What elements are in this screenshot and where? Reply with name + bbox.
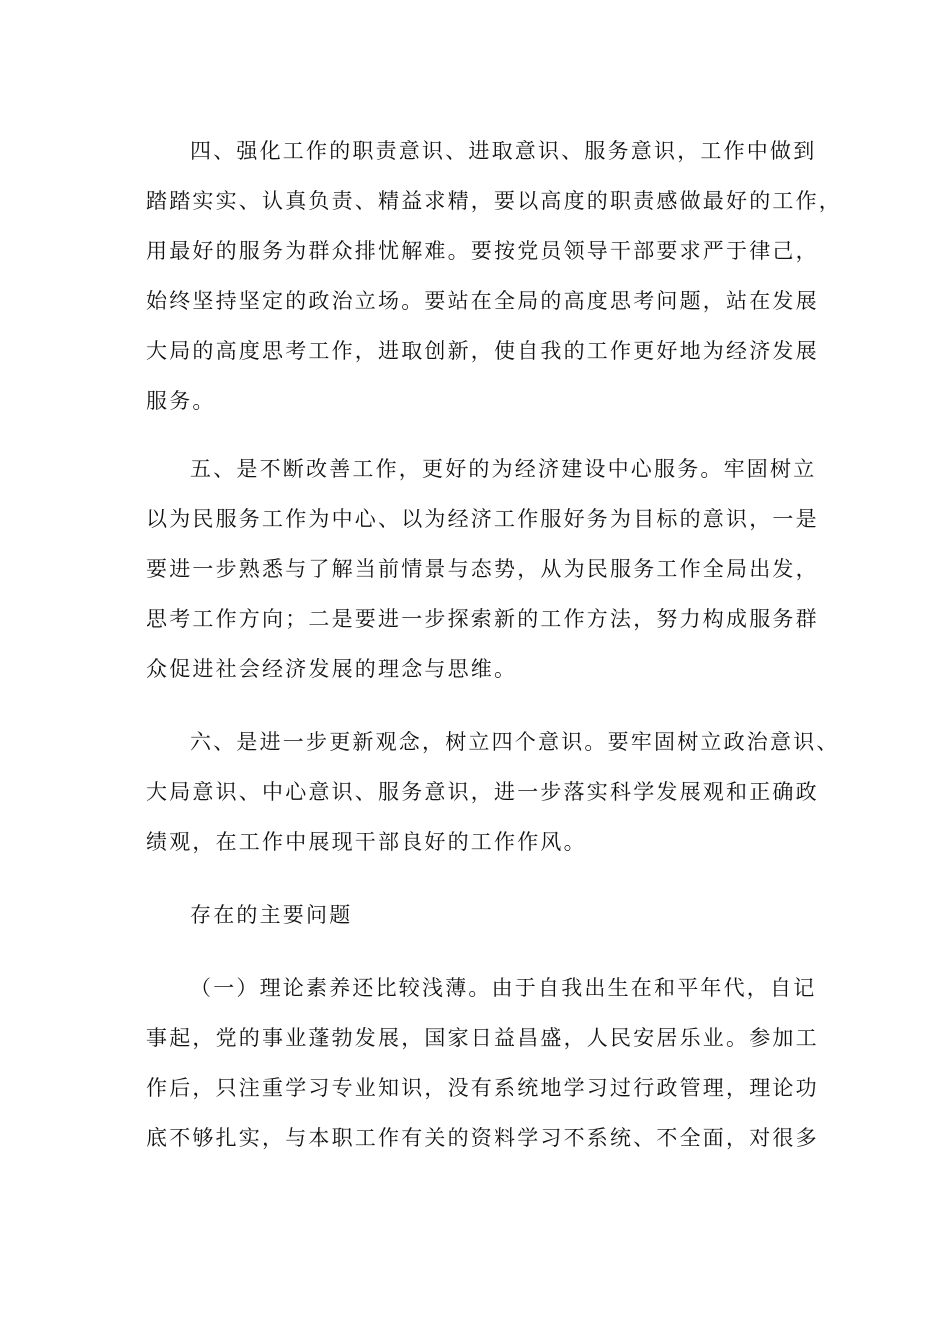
paragraph-2-line-5: 众促进社会经济发展的理念与思维。	[146, 657, 518, 681]
paragraph-5-line-4: 底不够扎实，与本职工作有关的资料学习不系统、不全面，对很多	[146, 1126, 819, 1150]
paragraph-3-line-1: 六、是进一步更新观念，树立四个意识。要牢固树立政治意识、	[190, 730, 840, 754]
paragraph-5-line-2: 事起，党的事业蓬勃发展，国家日益昌盛，人民安居乐业。参加工	[146, 1026, 819, 1050]
section-heading: 存在的主要问题	[190, 903, 353, 927]
paragraph-1-line-5: 大局的高度思考工作，进取创新，使自我的工作更好地为经济发展	[146, 339, 819, 363]
paragraph-2-line-4: 思考工作方向；二是要进一步探索新的工作方法，努力构成服务群	[146, 607, 819, 631]
paragraph-5-line-3: 作后，只注重学习专业知识，没有系统地学习过行政管理，理论功	[146, 1076, 819, 1100]
paragraph-2-line-3: 要进一步熟悉与了解当前情景与态势，从为民服务工作全局出发，	[146, 557, 819, 581]
paragraph-1-line-3: 用最好的服务为群众排忧解难。要按党员领导干部要求严于律己，	[146, 239, 819, 263]
paragraph-1-line-1: 四、强化工作的职责意识、进取意识、服务意识，工作中做到	[190, 139, 817, 163]
paragraph-2-line-2: 以为民服务工作为中心、以为经济工作服好务为目标的意识，一是	[146, 507, 819, 531]
paragraph-1-line-6: 服务。	[146, 389, 216, 413]
paragraph-1-line-4: 始终坚持坚定的政治立场。要站在全局的高度思考问题，站在发展	[146, 289, 819, 313]
paragraph-1-line-2: 踏踏实实、认真负责、精益求精，要以高度的职责感做最好的工作，	[146, 189, 842, 213]
paragraph-3-line-3: 绩观，在工作中展现干部良好的工作作风。	[146, 830, 587, 854]
paragraph-3-line-2: 大局意识、中心意识、服务意识，进一步落实科学发展观和正确政	[146, 780, 819, 804]
paragraph-2-line-1: 五、是不断改善工作，更好的为经济建设中心服务。牢固树立	[190, 457, 817, 481]
paragraph-5-line-1: （一）理论素养还比较浅薄。由于自我出生在和平年代，自记	[190, 976, 817, 1000]
